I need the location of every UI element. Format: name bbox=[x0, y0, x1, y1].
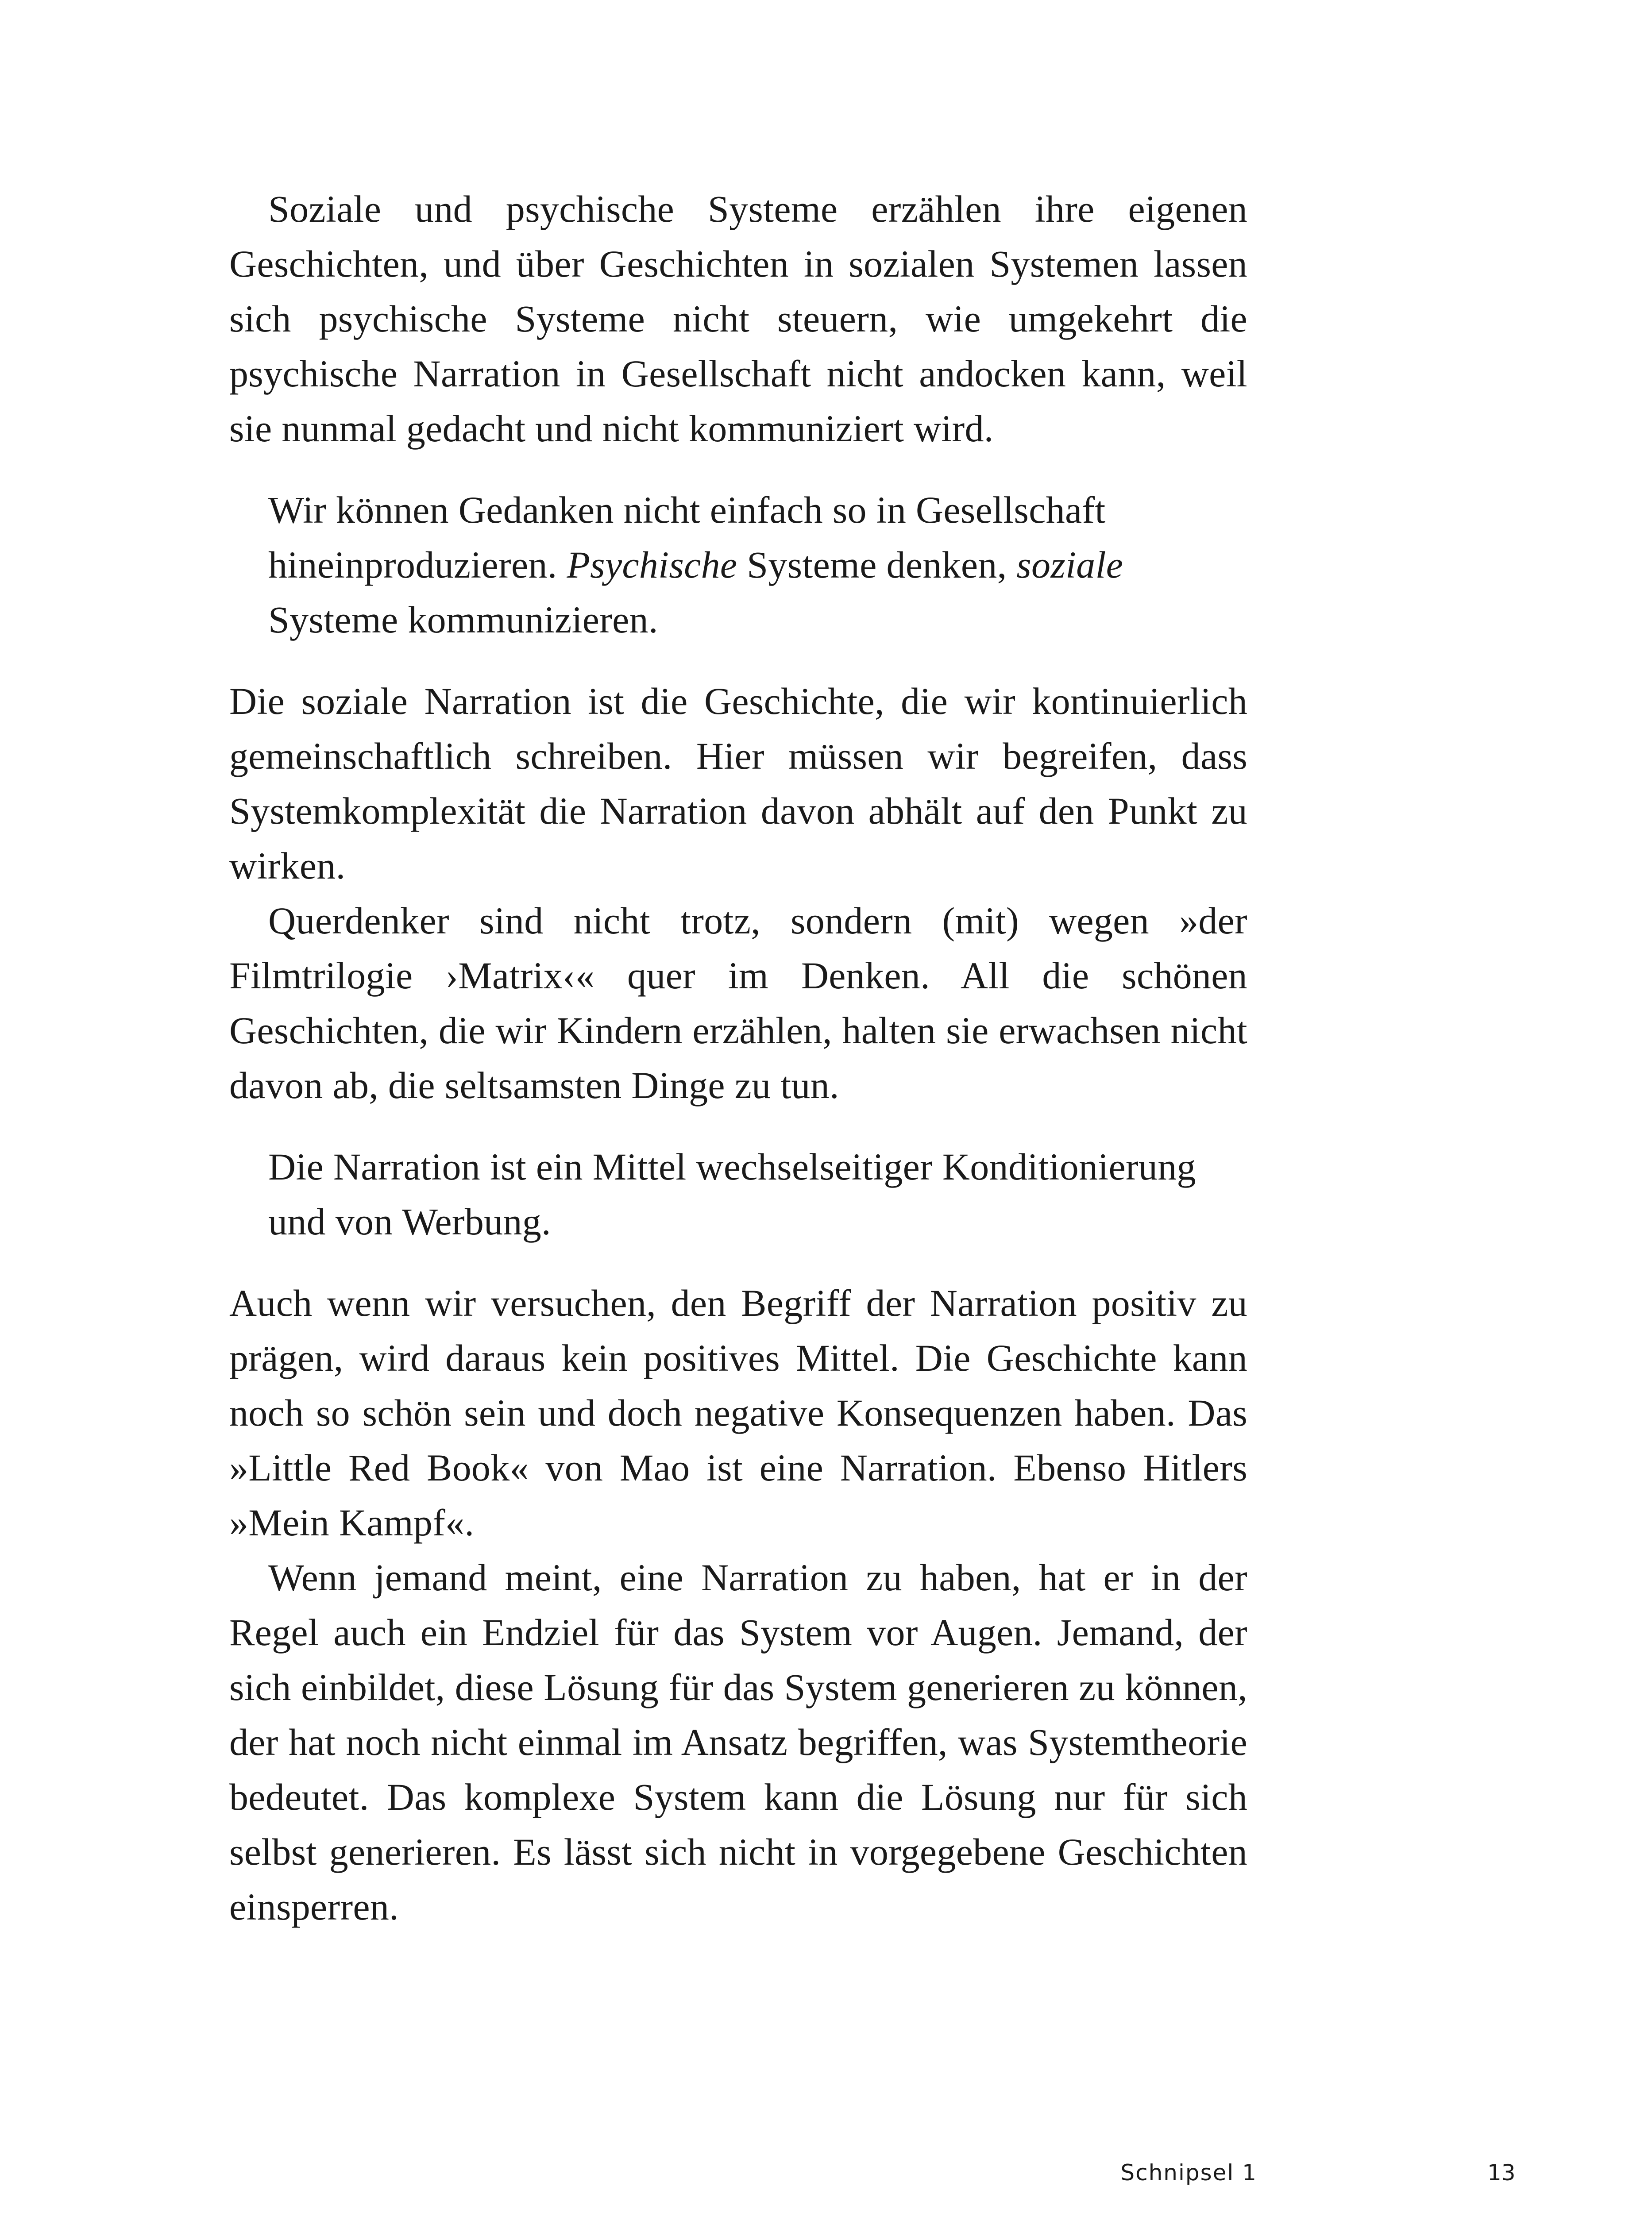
running-title: Schnipsel 1 bbox=[1120, 2160, 1257, 2186]
paragraph-1: Soziale und psychische Systeme erzählen ihre eigenen Geschichten, und über Geschichten in sozialen Systemen lassen sich psychische Systeme nicht steuern, wie umgekehrt die psychische Narration in Gesellschaft nicht andocken kann, weil sie nunmal gedacht und nicht kommuniziert wird. bbox=[229, 188, 1247, 450]
block-quote-2: Die Narration ist ein Mittel wechselseitiger Konditionierung und von Werbung. bbox=[268, 1145, 1196, 1243]
page-number: 13 bbox=[1487, 2160, 1516, 2186]
paragraph-5: Wenn jemand meint, eine Narration zu haben, hat er in der Regel auch ein Endziel für das System vor Augen. Jemand, der sich einbildet, diese Lösung für das System generieren zu können, der hat noch nicht einmal im Ansatz begriffen, was Systemtheorie bedeutet. Das komplexe System kann die Lösung nur für sich selbst generieren. Es lässt sich nicht in vorgegebene Geschichten einsperren. bbox=[229, 1556, 1247, 1928]
quote-1-text-a: Wir können Gedanken nicht einfach so in Gesellschaft hineinproduzieren. bbox=[268, 489, 1106, 586]
quote-1-text-b: Systeme denken, bbox=[737, 544, 1017, 586]
paragraph-4: Auch wenn wir versuchen, den Begriff der Narration positiv zu prägen, wird daraus kein positives Mittel. Die Geschichte kann noch so schön sein und doch negative Konsequenzen haben. Das »Little Red Book« von Mao ist eine Narration. Ebenso Hitlers »Mein Kampf«. bbox=[229, 1282, 1247, 1544]
quote-1-italic-soziale: soziale bbox=[1016, 544, 1123, 586]
block-quote-1 bbox=[268, 482, 1247, 647]
paragraph-3: Querdenker sind nicht trotz, sondern (mit) wegen »der Filmtrilogie ›Matrix‹« quer im Denken. All die schönen Geschichten, die wir Kindern erzählen, halten sie erwachsen nicht davon ab, die seltsamsten Dinge zu tun. bbox=[229, 899, 1247, 1106]
quote-1-italic-psychische: Psychische bbox=[567, 544, 737, 586]
body-text bbox=[229, 181, 1247, 1934]
quote-1-text-c: Systeme kommunizieren. bbox=[268, 598, 658, 641]
paragraph-2: Die soziale Narration ist die Geschichte, die wir kontinuierlich gemeinschaftlich schreiben. Hier müssen wir begreifen, dass Systemkomplexität die Narration davon abhält auf den Punkt zu wirken. bbox=[229, 680, 1247, 887]
